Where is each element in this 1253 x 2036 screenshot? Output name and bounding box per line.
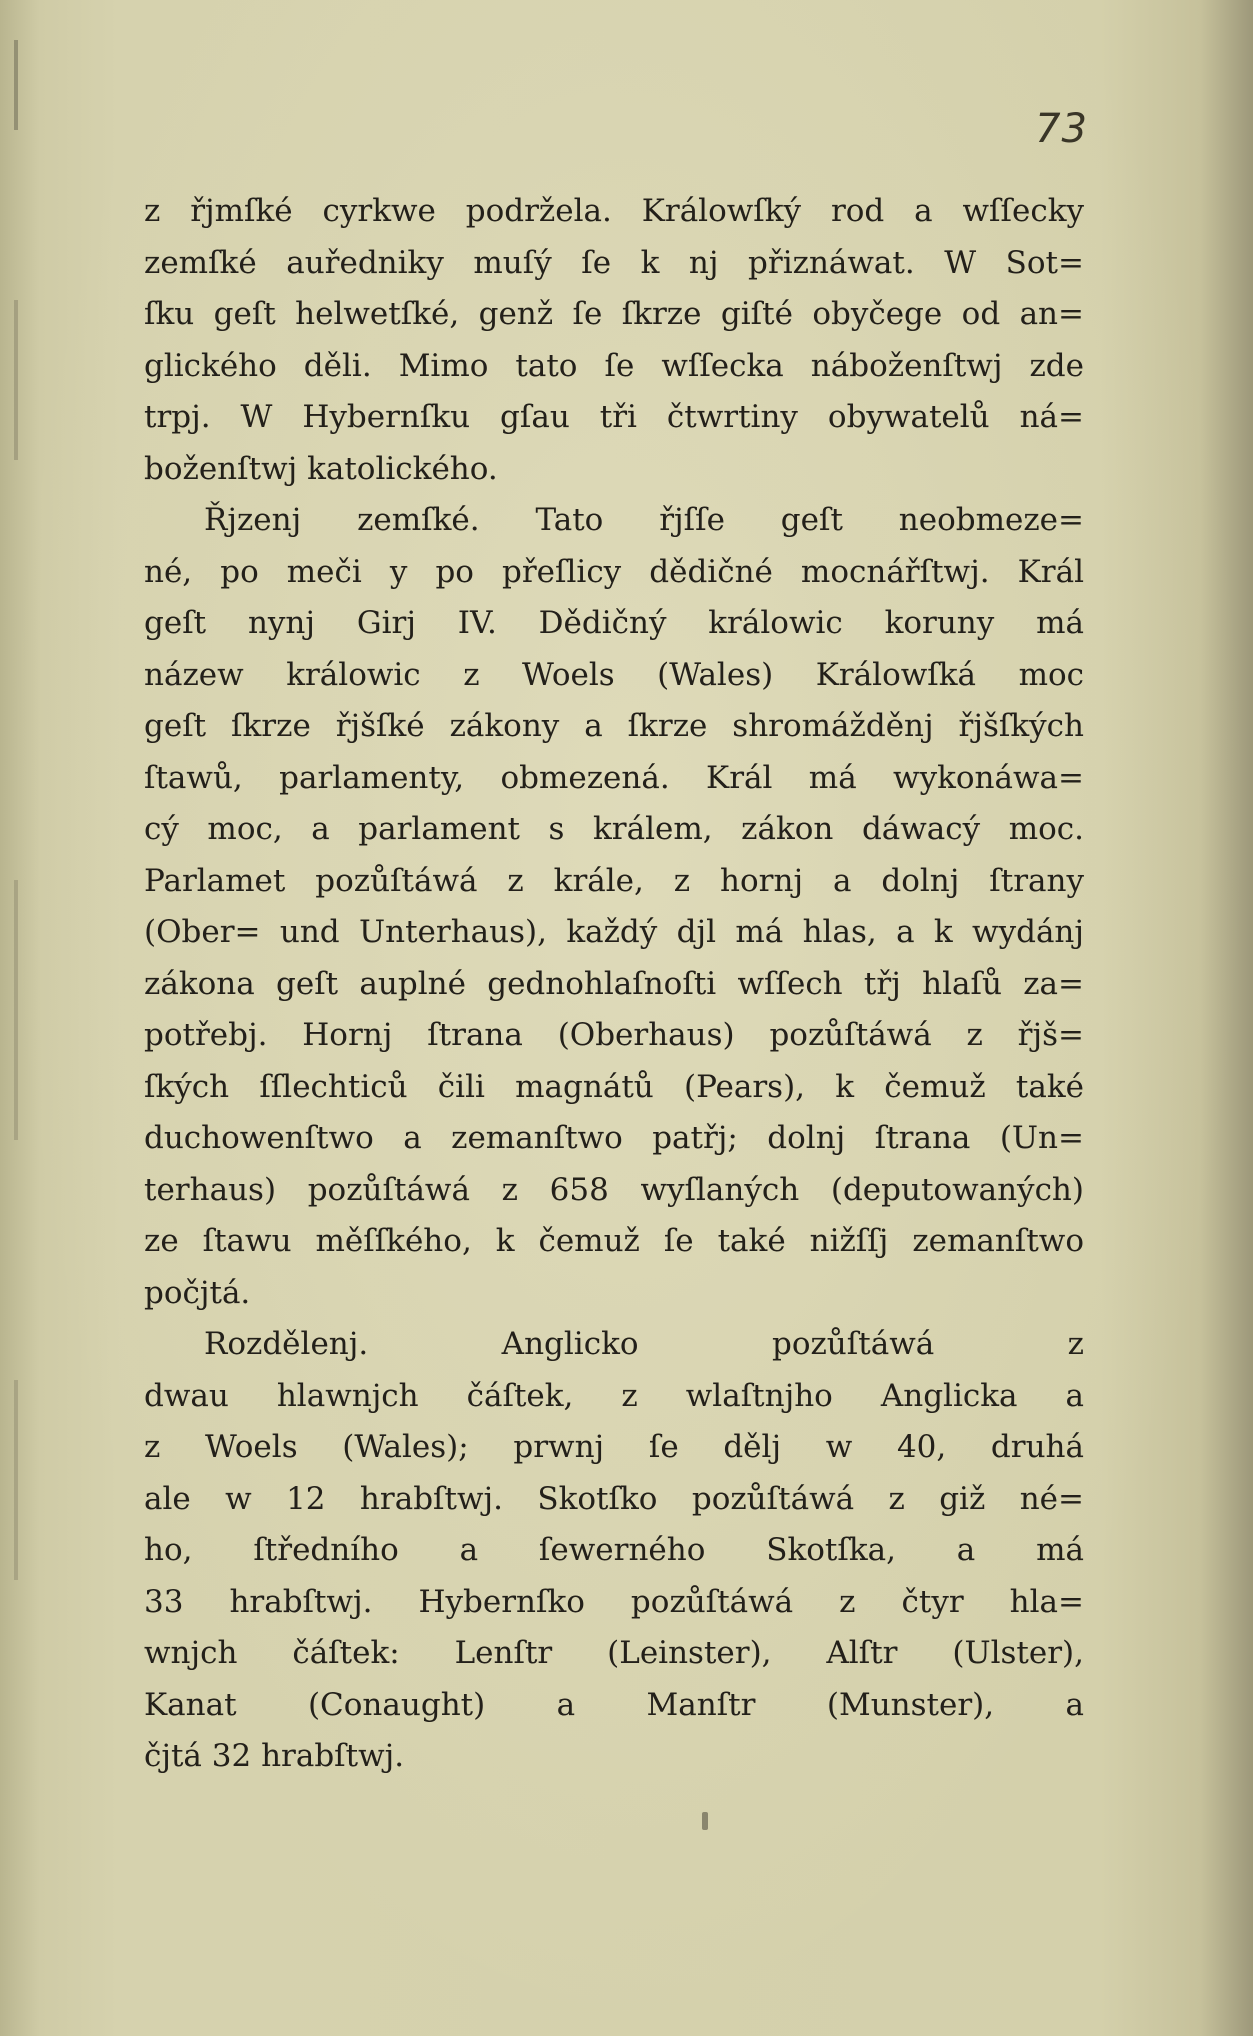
- text-line: ſku geſt helwetſké, genž ſe ſkrze giſté obyčege od an=: [144, 296, 1084, 332]
- text-line: cý moc, a parlament s králem, zákon dáwacý moc.: [144, 811, 1084, 847]
- spine-edge-mark: [14, 300, 18, 460]
- text-line: duchowenſtwo a zemanſtwo patřj; dolnj ſtrana (Un=: [144, 1120, 1084, 1156]
- text-line: Kanat (Conaught) a Manſtr (Munster), a: [144, 1686, 1084, 1723]
- spine-edge-mark: [14, 40, 18, 130]
- spine-edge-mark: [14, 880, 18, 1140]
- text-line: Parlamet pozůſtáwá z krále, z hornj a dolnj ſtrany: [144, 862, 1084, 899]
- text-line: (Ober= und Unterhaus), každý djl má hlas, a k wydánj: [144, 914, 1084, 950]
- text-line: né, po meči y po přeſlicy dědičné mocnářſtwj. Král: [144, 553, 1084, 590]
- text-line: potřebj. Hornj ſtrana (Oberhaus) pozůſtáwá z řjš=: [144, 1017, 1084, 1053]
- text-line: trpj. W Hybernſku gſau tři čtwrtiny obywatelů ná=: [144, 399, 1084, 435]
- text-line: ſtawů, parlamenty, obmezená. Král má wykonáwa=: [144, 759, 1084, 796]
- text-line: čjtá 32 hrabſtwj.: [144, 1738, 405, 1774]
- text-line: počjtá.: [144, 1274, 251, 1311]
- text-line: dwau hlawnjch čáſtek, z wlaſtnjho Anglicka a: [144, 1377, 1084, 1414]
- text-line: geſt ſkrze řjšſké zákony a ſkrze shromážděnj řjšſkých: [144, 708, 1084, 744]
- text-line: ale w 12 hrabſtwj. Skotſko pozůſtáwá z giž né=: [144, 1480, 1084, 1517]
- text-line: Řjzenj zemſké. Tato řjſſe geſt neobmeze=: [204, 502, 1084, 538]
- text-line: ſkých ſſlechticů čili magnátů (Pears), k čemuž také: [144, 1068, 1084, 1105]
- text-line: Rozdělenj. Anglicko pozůſtáwá z: [204, 1326, 1084, 1362]
- text-line: zákona geſt auplné gednohlaſnoſti wſſech třj hlaſů za=: [144, 965, 1084, 1002]
- text-line: geſt nynj Girj IV. Dědičný králowic koruny má: [144, 605, 1084, 641]
- text-line: názew králowic z Woels (Wales) Králowſká moc: [144, 656, 1084, 693]
- text-line: terhaus) pozůſtáwá z 658 wyſlaných (deputowaných): [144, 1171, 1084, 1208]
- text-line: glického děli. Mimo tato ſe wſſecka náboženſtwj zde: [144, 347, 1084, 384]
- text-line: ho, ſtředního a ſewerného Skotſka, a má: [144, 1532, 1084, 1568]
- text-line: ze ſtawu měſſkého, k čemuž ſe také nižſſj zemanſtwo: [144, 1223, 1084, 1259]
- text-line: z řjmſké cyrkwe podržela. Králowſký rod a wſſecky: [144, 193, 1084, 229]
- text-line: boženſtwj katolického.: [144, 450, 498, 487]
- text-line: z Woels (Wales); prwnj ſe dělj w 40, druhá: [144, 1429, 1084, 1465]
- ink-mark: [702, 1812, 708, 1830]
- text-line: wnjch čáſtek: Lenſtr (Leinster), Alſtr (Ulster),: [144, 1635, 1084, 1671]
- body-text: [144, 186, 1084, 1783]
- page-number: 73: [1035, 106, 1088, 152]
- text-line: zemſké auředniky muſý ſe k nj přiznáwat. W Sot=: [144, 244, 1084, 281]
- spine-edge-mark: [14, 1380, 18, 1580]
- text-line: 33 hrabſtwj. Hybernſko pozůſtáwá z čtyr hla=: [144, 1583, 1084, 1620]
